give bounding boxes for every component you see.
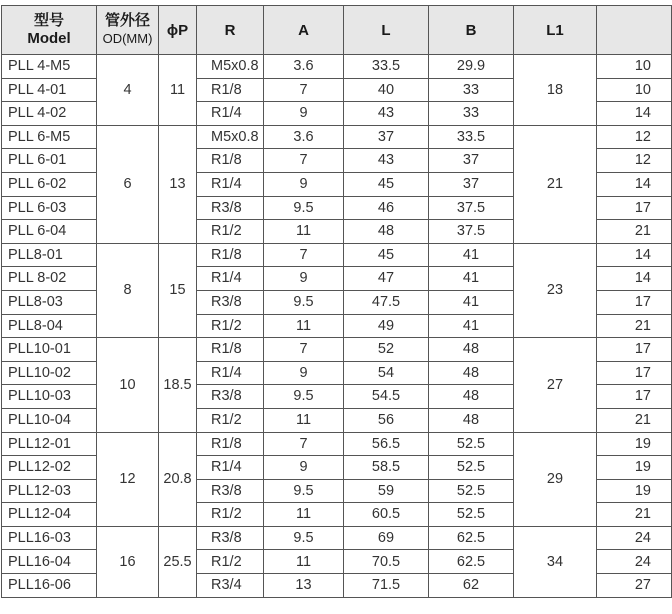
cell-l: 59 [344,479,429,503]
cell-phi-p: 11 [159,55,197,126]
cell-l: 56.5 [344,432,429,456]
cell-last: 14 [597,267,672,291]
cell-model: PLL 6-M5 [2,125,97,149]
cell-model: PLL12-02 [2,456,97,480]
cell-r: R1/4 [197,102,264,126]
cell-a: 9 [264,172,344,196]
cell-phi-p: 13 [159,125,197,243]
cell-last: 17 [597,385,672,409]
cell-od: 12 [97,432,159,526]
cell-a: 9.5 [264,196,344,220]
cell-model: PLL 6-02 [2,172,97,196]
cell-b: 41 [429,267,514,291]
header-a: A [264,6,344,55]
cell-a: 9.5 [264,479,344,503]
spec-table-container [1,5,671,598]
cell-last: 21 [597,503,672,527]
cell-b: 41 [429,314,514,338]
cell-model: PLL16-03 [2,526,97,550]
cell-last: 19 [597,432,672,456]
cell-b: 37.5 [429,196,514,220]
cell-l: 40 [344,78,429,102]
cell-l: 54 [344,361,429,385]
cell-model: PLL10-02 [2,361,97,385]
cell-r: M5x0.8 [197,55,264,79]
header-phi-p: ϕP [159,6,197,55]
header-r: R [197,6,264,55]
cell-r: R3/8 [197,479,264,503]
cell-last: 12 [597,149,672,173]
cell-l1: 23 [514,243,597,337]
cell-b: 52.5 [429,503,514,527]
table-row [2,125,672,149]
table-row [2,338,672,362]
cell-b: 33 [429,78,514,102]
cell-last: 24 [597,526,672,550]
cell-phi-p: 25.5 [159,526,197,597]
cell-model: PLL12-01 [2,432,97,456]
cell-last: 19 [597,456,672,480]
cell-a: 9 [264,267,344,291]
cell-b: 62.5 [429,526,514,550]
cell-l1: 29 [514,432,597,526]
cell-od: 10 [97,338,159,432]
cell-r: R1/4 [197,172,264,196]
cell-l: 52 [344,338,429,362]
cell-last: 14 [597,102,672,126]
cell-last: 17 [597,290,672,314]
cell-phi-p: 20.8 [159,432,197,526]
cell-l: 48 [344,220,429,244]
cell-a: 11 [264,550,344,574]
cell-b: 52.5 [429,456,514,480]
header-od-cn: 管外径 [104,12,150,29]
cell-a: 9 [264,361,344,385]
cell-a: 3.6 [264,55,344,79]
cell-last: 10 [597,55,672,79]
cell-l1: 27 [514,338,597,432]
cell-b: 48 [429,385,514,409]
header-model-en: Model [27,30,71,47]
cell-last: 24 [597,550,672,574]
cell-b: 33.5 [429,125,514,149]
cell-model: PLL16-06 [2,574,97,598]
cell-last: 17 [597,196,672,220]
cell-l: 56 [344,408,429,432]
cell-a: 11 [264,503,344,527]
cell-od: 6 [97,125,159,243]
cell-phi-p: 15 [159,243,197,337]
cell-a: 7 [264,78,344,102]
cell-l: 70.5 [344,550,429,574]
header-od [97,6,159,55]
cell-b: 41 [429,243,514,267]
table-row [2,526,672,550]
cell-l: 37 [344,125,429,149]
cell-a: 9.5 [264,290,344,314]
cell-b: 33 [429,102,514,126]
cell-b: 48 [429,361,514,385]
cell-model: PLL16-04 [2,550,97,574]
cell-l: 60.5 [344,503,429,527]
cell-r: R1/2 [197,220,264,244]
cell-a: 9.5 [264,385,344,409]
cell-od: 16 [97,526,159,597]
header-l: L [344,6,429,55]
cell-r: R1/8 [197,78,264,102]
header-last [597,6,672,55]
cell-r: R1/2 [197,550,264,574]
table-header [2,6,672,55]
cell-model: PLL12-04 [2,503,97,527]
cell-r: R1/4 [197,361,264,385]
cell-last: 14 [597,243,672,267]
cell-a: 9 [264,102,344,126]
cell-l: 47 [344,267,429,291]
cell-a: 11 [264,314,344,338]
table-row [2,243,672,267]
cell-r: R1/8 [197,243,264,267]
cell-l: 33.5 [344,55,429,79]
cell-l: 46 [344,196,429,220]
cell-r: R1/8 [197,338,264,362]
cell-l: 49 [344,314,429,338]
cell-a: 9.5 [264,526,344,550]
cell-r: R1/8 [197,432,264,456]
cell-last: 12 [597,125,672,149]
cell-model: PLL10-01 [2,338,97,362]
cell-model: PLL 4-01 [2,78,97,102]
cell-r: M5x0.8 [197,125,264,149]
cell-l: 43 [344,102,429,126]
cell-model: PLL 4-M5 [2,55,97,79]
cell-r: R1/2 [197,503,264,527]
cell-a: 11 [264,408,344,432]
cell-r: R1/4 [197,267,264,291]
cell-r: R1/4 [197,456,264,480]
cell-r: R3/8 [197,196,264,220]
cell-r: R3/8 [197,385,264,409]
cell-last: 27 [597,574,672,598]
cell-l1: 21 [514,125,597,243]
cell-model: PLL8-04 [2,314,97,338]
cell-l: 47.5 [344,290,429,314]
cell-phi-p: 18.5 [159,338,197,432]
cell-model: PLL10-04 [2,408,97,432]
cell-last: 17 [597,338,672,362]
cell-model: PLL 4-02 [2,102,97,126]
header-model-cn: 型号 [33,12,64,29]
cell-r: R1/8 [197,149,264,173]
cell-model: PLL 6-01 [2,149,97,173]
cell-model: PLL 8-02 [2,267,97,291]
cell-a: 9 [264,456,344,480]
cell-model: PLL 6-03 [2,196,97,220]
cell-b: 37.5 [429,220,514,244]
cell-model: PLL10-03 [2,385,97,409]
cell-b: 62 [429,574,514,598]
cell-b: 37 [429,172,514,196]
cell-last: 14 [597,172,672,196]
cell-b: 48 [429,408,514,432]
header-model [2,6,97,55]
cell-a: 7 [264,243,344,267]
header-row [2,6,672,55]
cell-r: R1/2 [197,314,264,338]
cell-od: 8 [97,243,159,337]
cell-l: 43 [344,149,429,173]
cell-od: 4 [97,55,159,126]
cell-l: 45 [344,172,429,196]
cell-b: 37 [429,149,514,173]
cell-r: R3/4 [197,574,264,598]
cell-model: PLL8-03 [2,290,97,314]
cell-a: 13 [264,574,344,598]
cell-b: 52.5 [429,479,514,503]
cell-last: 21 [597,220,672,244]
cell-a: 7 [264,149,344,173]
header-l1: L1 [514,6,597,55]
cell-a: 7 [264,432,344,456]
cell-last: 21 [597,314,672,338]
cell-model: PLL 6-04 [2,220,97,244]
cell-model: PLL8-01 [2,243,97,267]
cell-l: 54.5 [344,385,429,409]
cell-a: 3.6 [264,125,344,149]
table-row [2,55,672,79]
cell-b: 29.9 [429,55,514,79]
cell-r: R3/8 [197,526,264,550]
cell-b: 62.5 [429,550,514,574]
spec-table [1,5,672,598]
cell-a: 11 [264,220,344,244]
cell-l: 69 [344,526,429,550]
header-b: B [429,6,514,55]
cell-b: 48 [429,338,514,362]
cell-r: R3/8 [197,290,264,314]
cell-r: R1/2 [197,408,264,432]
cell-l: 71.5 [344,574,429,598]
cell-last: 10 [597,78,672,102]
cell-l: 45 [344,243,429,267]
table-body [2,55,672,598]
cell-last: 21 [597,408,672,432]
cell-last: 19 [597,479,672,503]
header-od-en: OD(MM) [102,31,153,46]
cell-b: 52.5 [429,432,514,456]
table-row [2,432,672,456]
cell-b: 41 [429,290,514,314]
cell-last: 17 [597,361,672,385]
cell-l: 58.5 [344,456,429,480]
cell-a: 7 [264,338,344,362]
cell-l1: 18 [514,55,597,126]
cell-model: PLL12-03 [2,479,97,503]
cell-l1: 34 [514,526,597,597]
